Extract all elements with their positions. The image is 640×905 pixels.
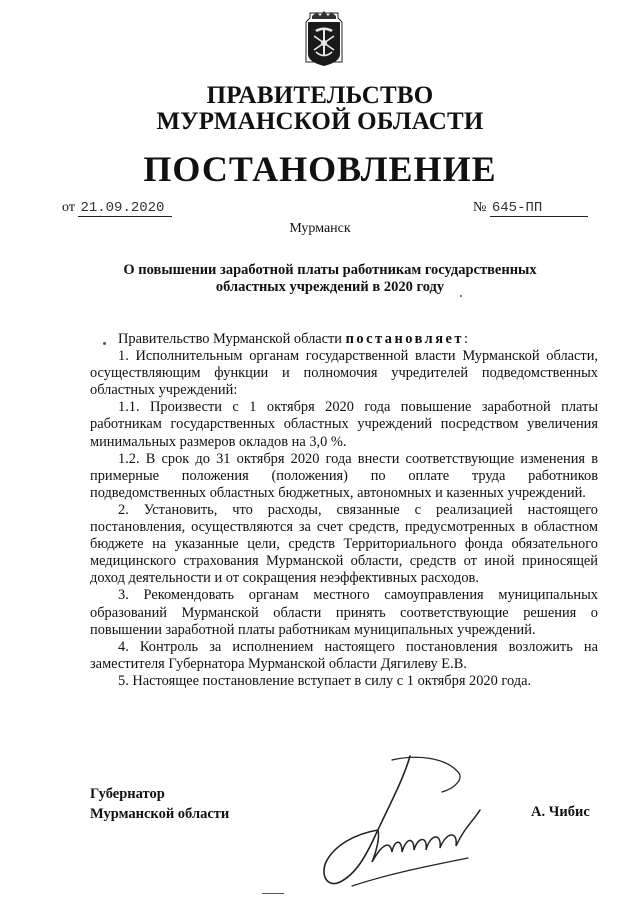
- paragraph-1-2: 1.2. В срок до 31 октября 2020 года внести соответствующие изменения в примерные положения (положения) по оплате труда работников подведомственных областных бюджетных, автономных и казенных учреждений.: [90, 450, 598, 501]
- signatory-position: [90, 784, 229, 824]
- position-line2: Мурманской области: [90, 806, 230, 822]
- document-date: [62, 200, 172, 217]
- paragraph-5: 5. Настоящее постановление вступает в силу с 1 октября 2020 года.: [118, 672, 532, 689]
- intro-paragraph: [90, 331, 598, 348]
- subject-line1: О повышении заработной платы работникам государственных: [123, 262, 537, 278]
- scan-artifact: [103, 342, 106, 345]
- organization-name-line1: ПРАВИТЕЛЬСТВО: [206, 82, 434, 109]
- document-body: [90, 331, 598, 690]
- paragraph-4: 4. Контроль за исполнением настоящего постановления возложить на заместителя Губернатора Мурманской области Дягилеву Е.В.: [90, 638, 598, 672]
- decree-word: постановляет: [345, 331, 464, 347]
- document-subject: [90, 262, 570, 296]
- number-label: №: [473, 200, 487, 215]
- document-type: ПОСТАНОВЛЕНИЕ: [143, 149, 497, 189]
- scan-artifact: [262, 893, 284, 894]
- organization-name-line2: МУРМАНСКОЙ ОБЛАСТИ: [156, 108, 484, 135]
- paragraph-3: 3. Рекомендовать органам местного самоуправления муниципальных образований Мурманской области принять соответствующие решения о повышении заработной платы работникам муниципальных учреждений.: [90, 587, 598, 638]
- paragraph-2: 2. Установить, что расходы, связанные с реализацией настоящего постановления, осуществляются за счет средств, предусмотренных в областном бюджете на указанные цели, средств Территориального фонда обязательного медицинского страхования Мурманской области, средств от иной приносящей доход деятельности и от сокращения неэффективных расходов.: [90, 501, 598, 587]
- scan-artifact: [460, 295, 462, 297]
- intro-suffix: :: [463, 331, 468, 347]
- date-value: 21.09.2020: [78, 200, 172, 217]
- date-label: от: [62, 200, 75, 215]
- position-line1: Губернатор: [90, 786, 165, 802]
- paragraph-1: 1. Исполнительным органам государственной власти Мурманской области, осуществляющим функции и полномочия учредителей подведомственных областных учреждений:: [90, 348, 598, 399]
- intro-prefix: Правительство Мурманской области: [118, 331, 343, 347]
- city: Мурманск: [289, 221, 351, 236]
- paragraph-1-1: 1.1. Произвести с 1 октября 2020 года повышение заработной платы работникам государственных областных учреждений посредством увеличения минимальных размеров окладов на 3,0 %.: [90, 399, 598, 450]
- signatory-name: А. Чибис: [531, 804, 590, 820]
- document-number: [473, 200, 588, 217]
- coat-of-arms-emblem: [302, 10, 346, 68]
- handwritten-signature: [318, 748, 488, 898]
- number-value: 645-ПП: [490, 200, 588, 217]
- subject-line2: областных учреждений в 2020 году: [215, 279, 445, 295]
